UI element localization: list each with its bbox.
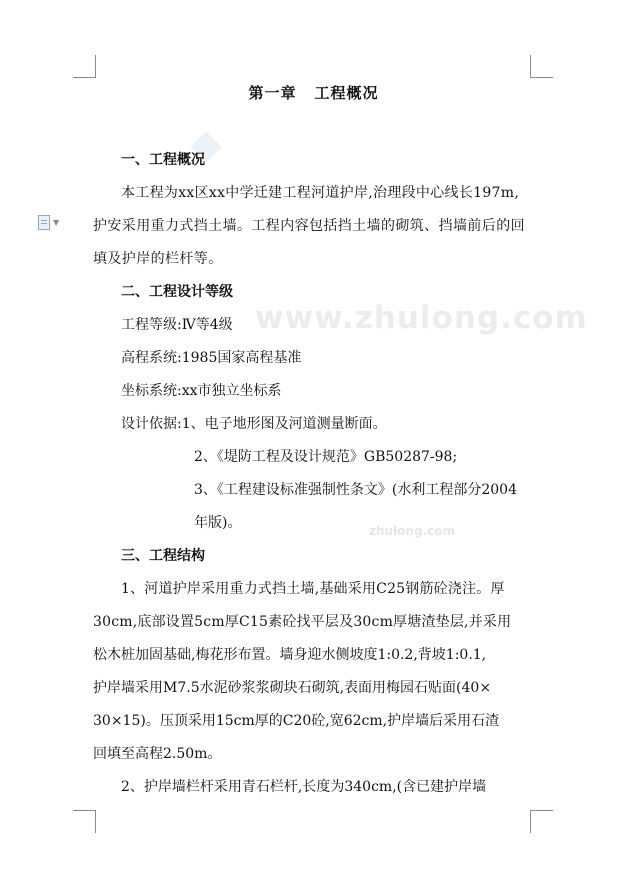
crop-mark-top-right	[530, 55, 553, 78]
list-item: 高程系统:1985国家高程基准	[121, 350, 302, 366]
chapter-title	[0, 82, 627, 103]
section-heading: 三、工程结构	[121, 548, 205, 564]
list-item: 工程等级:Ⅳ等4级	[121, 317, 233, 333]
paragraph-line: 护岸墙采用M7.5水泥砂浆浆砌块石砌筑,表面用梅园石贴面(40×	[93, 680, 492, 696]
section-heading: 二、工程设计等级	[121, 284, 233, 300]
crop-mark-top-left	[73, 55, 96, 78]
paragraph-line: 松木桩加固基础,梅花形布置。墙身迎水侧坡度1:0.2,背坡1:0.1,	[93, 647, 487, 663]
list-item: 2、《堤防工程及设计规范》GB50287-98;	[194, 449, 458, 465]
paragraph-line: 1、河道护岸采用重力式挡土墙,基础采用C25钢筋砼浇注。厚	[121, 581, 505, 597]
paragraph-line: 回填至高程2.50m。	[93, 746, 222, 762]
crop-mark-bottom-left	[73, 810, 96, 833]
list-item: 设计依据:1、电子地形图及河道测量断面。	[121, 416, 387, 432]
watermark-small-text: zhulong.com	[369, 524, 455, 538]
paragraph-line: 30×15)。压顶采用15cm厚的C20砼,宽62cm,护岸墙后采用石渣	[93, 713, 500, 729]
chapter-number: 第一章	[248, 84, 297, 102]
chapter-name: 工程概况	[314, 84, 379, 102]
document-icon[interactable]	[38, 214, 64, 230]
section-heading: 一、工程概况	[121, 152, 205, 168]
watermark-text: www.zhulong.com	[255, 300, 588, 336]
page-icon	[38, 215, 50, 230]
paragraph-line: 30cm,底部设置5cm厚C15素砼找平层及30cm厚塘渣垫层,并采用	[93, 614, 512, 630]
paragraph-line: 本工程为xx区xx中学迁建工程河道护岸,治理段中心线长197m,	[121, 185, 520, 201]
list-item: 坐标系统:xx市独立坐标系	[121, 383, 282, 399]
paragraph-line: 2、护岸墙栏杆采用青石栏杆,长度为340cm,(含已建护岸墙	[121, 779, 487, 795]
chevron-down-icon: ▼	[53, 217, 60, 227]
paragraph-line: 填及护岸的栏杆等。	[93, 251, 223, 267]
list-item: 3、《工程建设标准强制性条文》(水利工程部分2004	[194, 482, 517, 498]
crop-mark-bottom-right	[530, 810, 553, 833]
paragraph-line: 护安采用重力式挡土墙。工程内容包括挡土墙的砌筑、挡墙前后的回	[93, 218, 525, 234]
list-item: 年版)。	[194, 515, 242, 531]
